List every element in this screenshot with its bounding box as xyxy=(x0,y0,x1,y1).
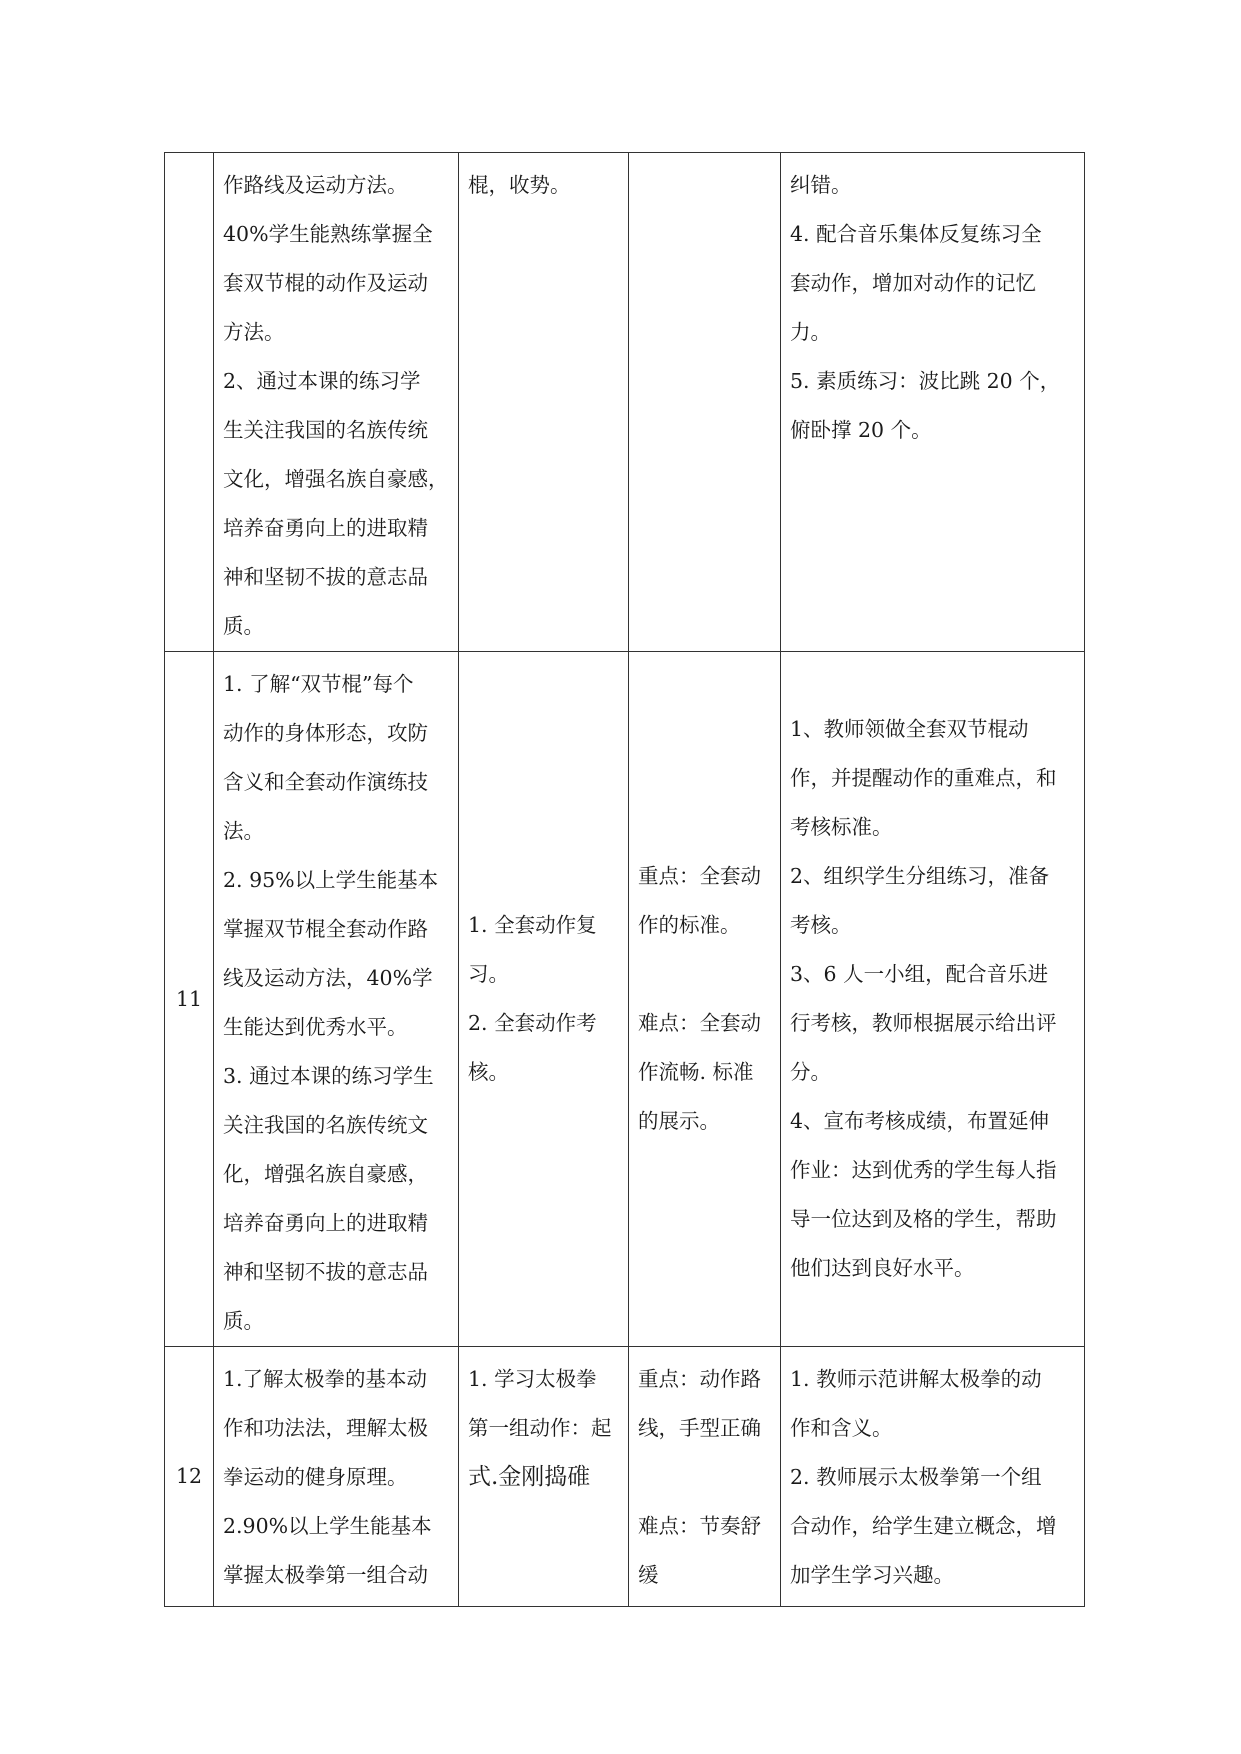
keypoints-cell xyxy=(629,1347,781,1607)
lesson-plan-table xyxy=(164,152,1085,1607)
text-line: 4、宣布考核成绩，布置延伸 xyxy=(790,1109,1050,1133)
text-line: 作业：达到优秀的学生每人指 xyxy=(790,1158,1057,1182)
objectives-cell xyxy=(214,153,459,652)
text-line: 生关注我国的名族传统 xyxy=(223,418,428,442)
keypoints-cell xyxy=(629,153,781,652)
text-line: 他们达到良好水平。 xyxy=(790,1256,975,1280)
table-row xyxy=(165,652,1085,1347)
spacer xyxy=(638,950,771,999)
text-line: 线，手型正确 xyxy=(638,1416,761,1440)
text-line: 纠错。 xyxy=(790,173,852,197)
keypoints-cell xyxy=(629,652,781,1347)
methods-cell xyxy=(781,1347,1085,1607)
spacer xyxy=(638,1453,771,1502)
content-cell xyxy=(459,652,629,1347)
text-line: 难点：全套动 xyxy=(638,1011,761,1035)
text-line: 3、6 人一小组，配合音乐进 xyxy=(790,962,1049,986)
text-line: 导一位达到及格的学生，帮助 xyxy=(790,1207,1057,1231)
text-line: 掌握双节棍全套动作路 xyxy=(223,917,428,941)
text-line: 的展示。 xyxy=(638,1109,720,1133)
text-line: 1. 学习太极拳 xyxy=(468,1367,597,1391)
text-line: 第一组动作：起 xyxy=(468,1416,612,1440)
text-line: 神和坚韧不拔的意志品 xyxy=(223,1260,428,1284)
content-cell xyxy=(459,1347,629,1607)
text-line: 2. 95%以上学生能基本 xyxy=(223,868,439,892)
text-line: 核。 xyxy=(468,1060,509,1084)
text-line: 1. 教师示范讲解太极拳的动 xyxy=(790,1367,1042,1391)
text-line: 神和坚韧不拔的意志品 xyxy=(223,565,428,589)
table-row xyxy=(165,153,1085,652)
text-line: 化，增强名族自豪感， xyxy=(223,1162,428,1186)
text-line: 加学生学习兴趣。 xyxy=(790,1563,954,1587)
text-line: 生能达到优秀水平。 xyxy=(223,1015,408,1039)
text-line: 培养奋勇向上的进取精 xyxy=(223,516,428,540)
text-line: 考核。 xyxy=(790,913,852,937)
table-row xyxy=(165,1347,1085,1607)
text-line: 作，并提醒动作的重难点，和 xyxy=(790,766,1057,790)
text-line: 动作的身体形态，攻防 xyxy=(223,721,428,745)
text-line: 拳运动的健身原理。 xyxy=(223,1465,408,1489)
lesson-number: 12 xyxy=(165,1347,214,1607)
text-line: 棍，收势。 xyxy=(468,173,571,197)
text-line: 分。 xyxy=(790,1060,831,1084)
text-line: 作路线及运动方法。 xyxy=(223,173,408,197)
text-line: 作的标准。 xyxy=(638,913,741,937)
text-line: 1. 全套动作复 xyxy=(468,913,597,937)
objectives-cell xyxy=(214,652,459,1347)
text-line: 重点：动作路 xyxy=(638,1367,761,1391)
text-line: 1. 了解“双节棍”每个 xyxy=(223,672,414,696)
text-line: 文化，增强名族自豪感， xyxy=(223,467,449,491)
lesson-number: 11 xyxy=(165,652,214,1347)
objectives-cell xyxy=(214,1347,459,1607)
lesson-number xyxy=(165,153,214,652)
text-line: 3. 通过本课的练习学生 xyxy=(223,1064,434,1088)
text-line: 重点：全套动 xyxy=(638,864,761,888)
text-line: 2.90%以上学生能基本 xyxy=(223,1514,432,1538)
content-cell xyxy=(459,153,629,652)
text-line: 5. 素质练习：波比跳 20 个， xyxy=(790,369,1061,393)
text-line: 掌握太极拳第一组合动 xyxy=(223,1563,428,1587)
text-line: 作和含义。 xyxy=(790,1416,893,1440)
text-line: 含义和全套动作演练技 xyxy=(223,770,428,794)
methods-cell xyxy=(781,652,1085,1347)
text-line: 缓 xyxy=(638,1563,659,1587)
text-line: 2、通过本课的练习学 xyxy=(223,369,421,393)
text-line: 行考核，教师根据展示给出评 xyxy=(790,1011,1057,1035)
text-line: 关注我国的名族传统文 xyxy=(223,1113,428,1137)
text-line: 培养奋勇向上的进取精 xyxy=(223,1211,428,1235)
text-line: 方法。 xyxy=(223,320,285,344)
text-line: 4. 配合音乐集体反复练习全 xyxy=(790,222,1042,246)
text-line: 40%学生能熟练掌握全 xyxy=(223,222,433,246)
text-line: 考核标准。 xyxy=(790,815,893,839)
text-line: 法。 xyxy=(223,819,264,843)
text-line: 合动作，给学生建立概念，增 xyxy=(790,1514,1057,1538)
text-line: 套动作，增加对动作的记忆 xyxy=(790,271,1036,295)
text-line: 2、组织学生分组练习，准备 xyxy=(790,864,1050,888)
text-line: 质。 xyxy=(223,1309,264,1333)
text-line: 2. 全套动作考 xyxy=(468,1011,597,1035)
text-line: 难点：节奏舒 xyxy=(638,1514,761,1538)
text-line: 作和功法法，理解太极 xyxy=(223,1416,428,1440)
text-line: 俯卧撑 20 个。 xyxy=(790,418,932,442)
text-line: 1.了解太极拳的基本动 xyxy=(223,1367,428,1391)
text-line: 线及运动方法，40%学 xyxy=(223,966,433,990)
text-line: 作流畅. 标准 xyxy=(638,1060,754,1084)
text-line: 2. 教师展示太极拳第一个组 xyxy=(790,1465,1042,1489)
methods-cell xyxy=(781,153,1085,652)
text-line: 力。 xyxy=(790,320,831,344)
text-line: 套双节棍的动作及运动 xyxy=(223,271,428,295)
text-line: 习。 xyxy=(468,962,509,986)
text-line: 1、教师领做全套双节棍动 xyxy=(790,717,1029,741)
text-line: 式.金刚捣碓 xyxy=(468,1464,591,1490)
text-line: 质。 xyxy=(223,614,264,638)
